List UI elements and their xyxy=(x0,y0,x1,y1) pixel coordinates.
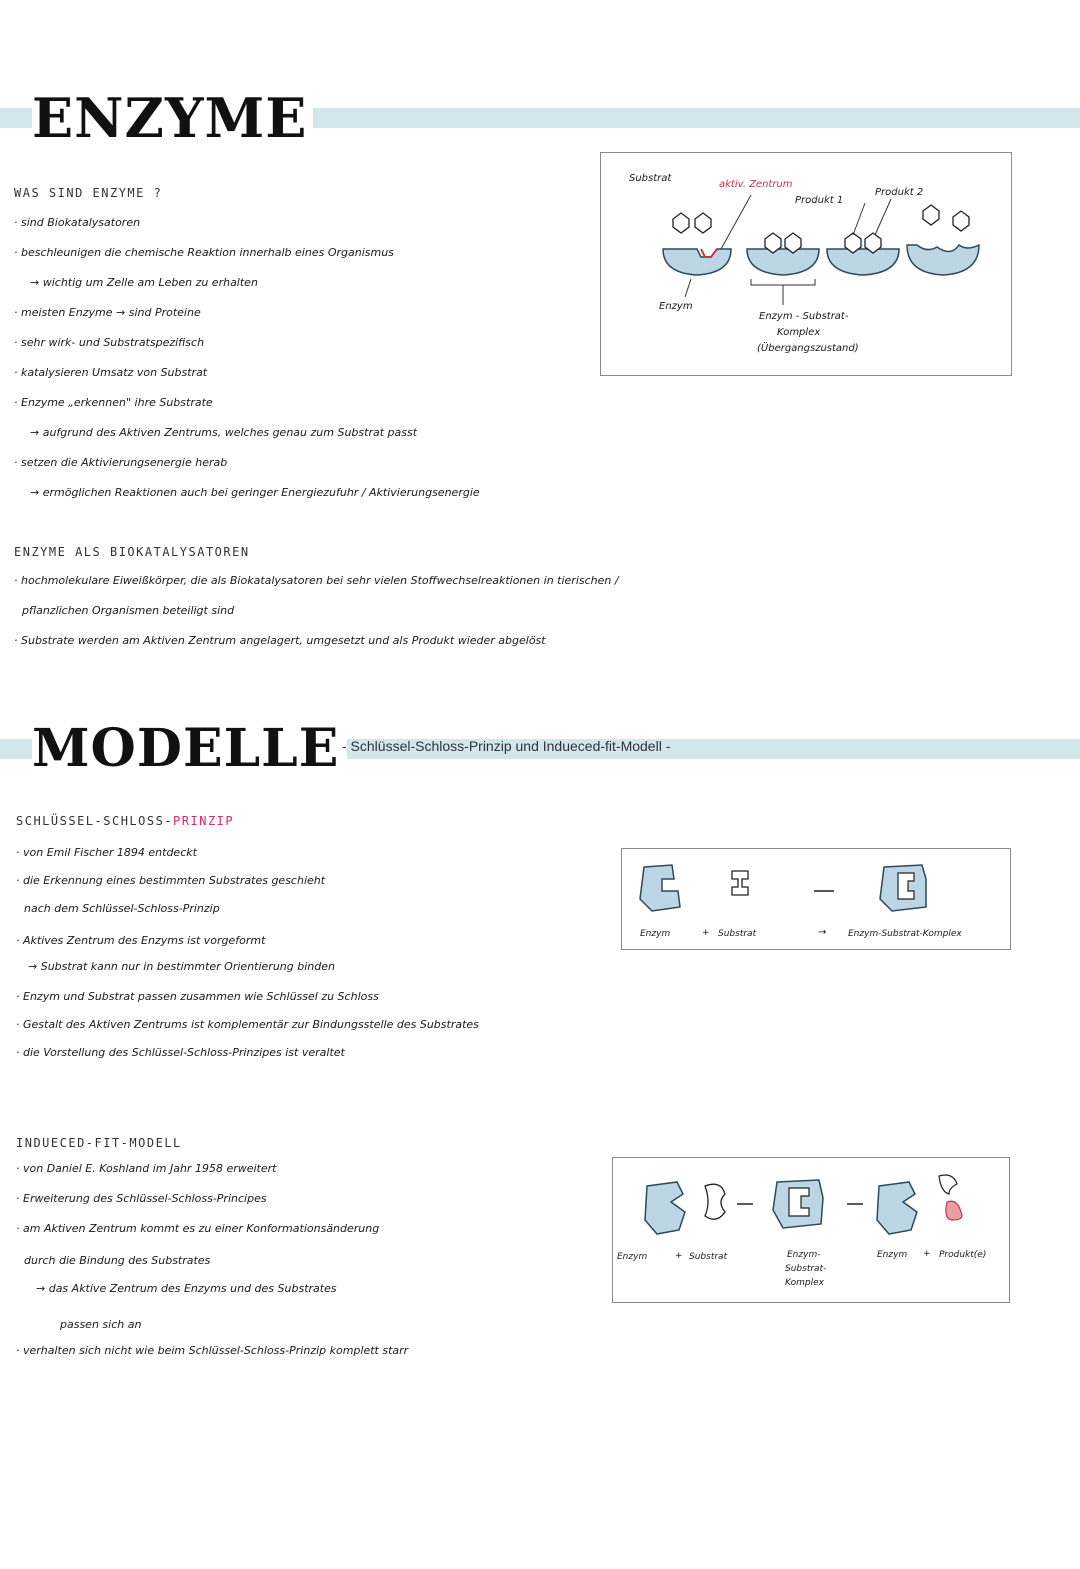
list-item: · setzen die Aktivierungsenergie herab xyxy=(14,456,228,469)
product-1-shape xyxy=(939,1175,957,1194)
list-item: · Erweiterung des Schlüssel-Schloss-Principes xyxy=(16,1192,267,1205)
heading-accent: PRINZIP xyxy=(173,814,235,828)
list-item: · verhalten sich nicht wie beim Schlüssel-Schloss-Prinzip komplett starr xyxy=(16,1344,409,1357)
list-item: · katalysieren Umsatz von Substrat xyxy=(14,366,208,379)
label-produkte: Produkt(e) xyxy=(939,1250,987,1260)
enzyme-shape xyxy=(645,1182,685,1234)
list-item: · hochmolekulare Eiweißkörper, die als Biokatalysatoren bei sehr vielen Stoffwechselreaktionen in tierischen / xyxy=(14,574,619,587)
section-heading-schluessel-schloss xyxy=(16,814,234,828)
plus-sign: + xyxy=(675,1251,683,1261)
enzyme-substrate-complex-shape xyxy=(747,249,819,275)
page-title: ENZYME xyxy=(32,86,313,150)
label-enzym: Enzym xyxy=(659,301,693,312)
arrow: → xyxy=(818,927,827,938)
list-item: pflanzlichen Organismen beteiligt sind xyxy=(22,604,235,617)
list-item: · Gestalt des Aktiven Zentrums ist komplementär zur Bindungsstelle des Substrates xyxy=(16,1018,479,1031)
enzyme-product-complex-shape xyxy=(827,249,899,275)
enzyme-shape xyxy=(663,249,731,275)
substrate-key-shape xyxy=(732,871,748,895)
label-komplex-1: Enzym - Substrat- xyxy=(759,311,849,322)
section-heading-induced-fit: INDUECED-FIT-MODELL xyxy=(16,1136,182,1150)
label-produkt-2: Produkt 2 xyxy=(875,187,924,198)
list-item: nach dem Schlüssel-Schloss-Prinzip xyxy=(24,902,220,915)
label-enzym: Enzym xyxy=(617,1252,648,1262)
list-item: → Substrat kann nur in bestimmter Orientierung binden xyxy=(28,960,335,973)
substrate-shape xyxy=(705,1184,725,1219)
induced-fit-diagram xyxy=(612,1157,1010,1303)
product-2-hexagon xyxy=(953,211,969,231)
list-item: · Aktives Zentrum des Enzyms ist vorgeformt xyxy=(16,934,266,947)
enzyme-free-shape xyxy=(877,1182,917,1234)
plus-sign-2: + xyxy=(923,1249,931,1259)
list-item: · meisten Enzyme → sind Proteine xyxy=(14,306,201,319)
enzyme-free-shape xyxy=(907,245,979,275)
product-2-shape xyxy=(946,1201,962,1220)
substrate-hexagon xyxy=(673,213,689,233)
list-item: passen sich an xyxy=(60,1318,142,1331)
list-item: · am Aktiven Zentrum kommt es zu einer Konformationsänderung xyxy=(16,1222,380,1235)
modelle-subtitle: - Schlüssel-Schloss-Prinzip und Indueced-fit-Modell - xyxy=(342,738,671,754)
plus-sign: + xyxy=(702,928,710,938)
schluessel-schloss-diagram xyxy=(621,848,1011,950)
list-item: · die Vorstellung des Schlüssel-Schloss-Prinzipes ist veraltet xyxy=(16,1046,345,1059)
label-substrat: Substrat xyxy=(718,929,757,939)
label-komplex: Enzym-Substrat-Komplex xyxy=(848,929,962,939)
label-komplex-3: (Übergangszustand) xyxy=(757,343,859,354)
list-item: · Substrate werden am Aktiven Zentrum angelagert, umgesetzt und als Produkt wieder abgelöst xyxy=(14,634,546,647)
label-komplex-2: Komplex xyxy=(777,327,821,338)
list-item: · sehr wirk- und Substratspezifisch xyxy=(14,336,205,349)
list-item: → aufgrund des Aktiven Zentrums, welches genau zum Substrat passt xyxy=(30,426,418,439)
section-heading-biokatalysatoren: ENZYME ALS BIOKATALYSATOREN xyxy=(14,545,250,559)
list-item: · Enzym und Substrat passen zusammen wie Schlüssel zu Schloss xyxy=(16,990,379,1003)
list-item: · von Daniel E. Koshland im Jahr 1958 erweitert xyxy=(16,1162,277,1175)
list-item: → das Aktive Zentrum des Enzyms und des Substrates xyxy=(36,1282,337,1295)
label-enzym: Enzym xyxy=(640,929,671,939)
section-heading-was-sind-enzyme: WAS SIND ENZYME ? xyxy=(14,186,163,200)
list-item: · Enzyme „erkennen" ihre Substrate xyxy=(14,396,213,409)
list-item: · sind Biokatalysatoren xyxy=(14,216,141,229)
label-aktiv-zentrum: aktiv. Zentrum xyxy=(719,179,793,190)
label-substrat: Substrat xyxy=(629,173,672,184)
list-item: durch die Bindung des Substrates xyxy=(24,1254,211,1267)
enzyme-lock-shape xyxy=(640,865,680,911)
list-item: → ermöglichen Reaktionen auch bei geringer Energiezufuhr / Aktivierungsenergie xyxy=(30,486,480,499)
label-enzym-2: Enzym xyxy=(877,1250,908,1260)
label-produkt-1: Produkt 1 xyxy=(795,195,844,206)
product-1-hexagon xyxy=(923,205,939,225)
label-komplex-1: Enzym- xyxy=(787,1250,821,1260)
label-komplex-2: Substrat- xyxy=(785,1264,827,1274)
label-komplex-3: Komplex xyxy=(785,1278,824,1288)
substrate-hexagon xyxy=(695,213,711,233)
heading-main: SCHLÜSSEL-SCHLOSS- xyxy=(16,814,174,828)
label-substrat: Substrat xyxy=(689,1252,728,1262)
modelle-title: MODELLE xyxy=(32,718,347,779)
list-item: · die Erkennung eines bestimmten Substrates geschieht xyxy=(16,874,326,887)
list-item: → wichtig um Zelle am Leben zu erhalten xyxy=(30,276,258,289)
enzyme-reaction-diagram xyxy=(600,152,1012,376)
list-item: · von Emil Fischer 1894 entdeckt xyxy=(16,846,197,859)
list-item: · beschleunigen die chemische Reaktion innerhalb eines Organismus xyxy=(14,246,394,259)
